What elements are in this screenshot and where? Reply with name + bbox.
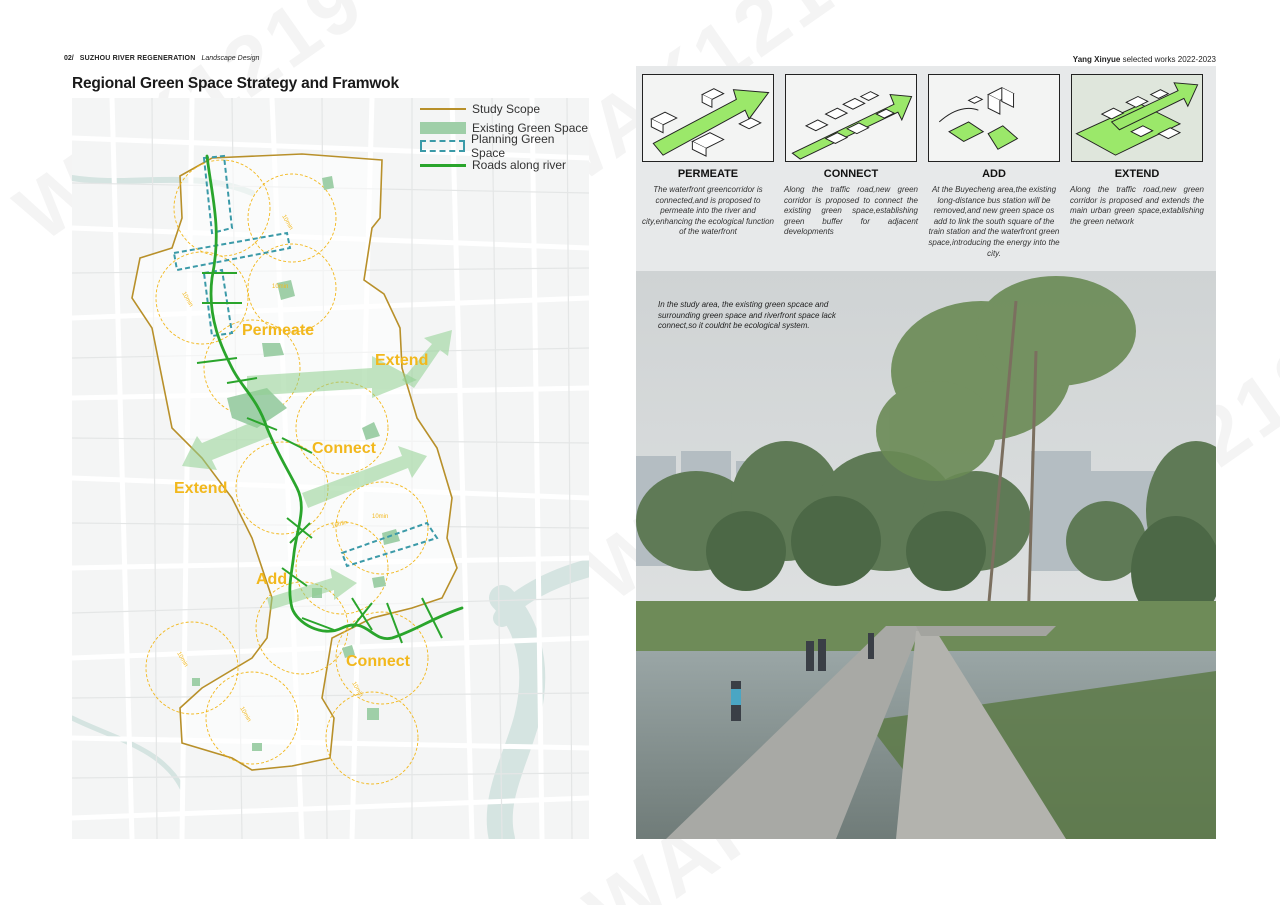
strategy-description: Along the traffic road,new green corridor is proposed to connect the existing green space,establishing green buffer for adjacent developments — [784, 185, 918, 237]
permeate-diagram-icon — [642, 74, 774, 162]
map-legend — [420, 100, 589, 174]
walk-radius-label: 10min — [372, 514, 389, 520]
label-connect: Connect — [312, 440, 376, 457]
walk-radius-label: 10min — [180, 291, 194, 309]
scope-line-icon — [420, 103, 466, 115]
render-caption: In the study area, the existing green spcace and surrounding green space and riverfront space lack connect,so it couldnt be ecological system. — [658, 300, 836, 330]
walk-radius-label: 10min — [350, 681, 364, 699]
label-add: Add — [256, 571, 288, 588]
label-permeate: Permeate — [242, 322, 315, 339]
page-header-left — [64, 55, 259, 62]
strategy-title: EXTEND — [1114, 168, 1160, 180]
strategy-title: ADD — [982, 168, 1006, 180]
strategy-panel — [636, 66, 1216, 839]
strategy-description: The waterfront greencorridor is connected,and is proposed to permeate into the river and city,enhancing the ecological function of the waterfront — [642, 185, 774, 237]
legend-item-study-scope — [420, 100, 589, 119]
strategy-title: CONNECT — [823, 168, 879, 180]
walk-radius-label: 10min — [330, 519, 349, 530]
legend-label: Study Scope — [472, 102, 541, 117]
strategy-description: At the Buyecheng area,the existing long-distance bus station will be removed,and new green space os add to link the south square of the train station and the waterfront green space,introducing the energy into the city. — [928, 185, 1060, 258]
strategy-description: Along the traffic road,new green corridor is proposed and extends the main urban green space,extablishing the green network — [1070, 185, 1204, 226]
walk-radius-label: 10min — [272, 284, 289, 290]
waterfront-rendering — [636, 271, 1216, 839]
legend-item-road — [420, 156, 589, 175]
label-extend: Extend — [375, 352, 429, 369]
walk-radius-label: 10min — [238, 706, 252, 724]
planning-green-icon — [420, 140, 465, 152]
walk-radius-label: 10min — [175, 651, 189, 669]
legend-label: Planning Green Space — [471, 132, 555, 161]
strategy-map — [72, 98, 589, 839]
extend-diagram-icon — [1071, 74, 1203, 162]
map-drawing — [72, 98, 589, 839]
page-title: Regional Green Space Strategy and Framwok — [72, 75, 399, 92]
existing-green-icon — [420, 122, 466, 134]
page-number: 02/ — [64, 55, 74, 62]
strategy-title: PERMEATE — [677, 168, 739, 180]
legend-label: Roads along river — [472, 157, 567, 172]
legend-label: Existing Green Space — [472, 120, 589, 135]
author-name: Yang Xinyue — [1072, 55, 1121, 64]
discipline: Landscape Design — [201, 55, 260, 62]
label-connect: Connect — [346, 653, 410, 670]
connect-diagram-icon — [785, 74, 917, 162]
project-name: SUZHOU RIVER REGENERATION — [79, 55, 196, 62]
add-diagram-icon — [928, 74, 1060, 162]
walk-radius-label: 10min — [280, 214, 294, 232]
page-header-right — [1073, 55, 1216, 64]
legend-item-planning-green — [420, 132, 589, 161]
works-label: selected works 2022-2023 — [1122, 55, 1216, 64]
label-extend: Extend — [174, 480, 228, 497]
road-line-icon — [420, 159, 466, 171]
